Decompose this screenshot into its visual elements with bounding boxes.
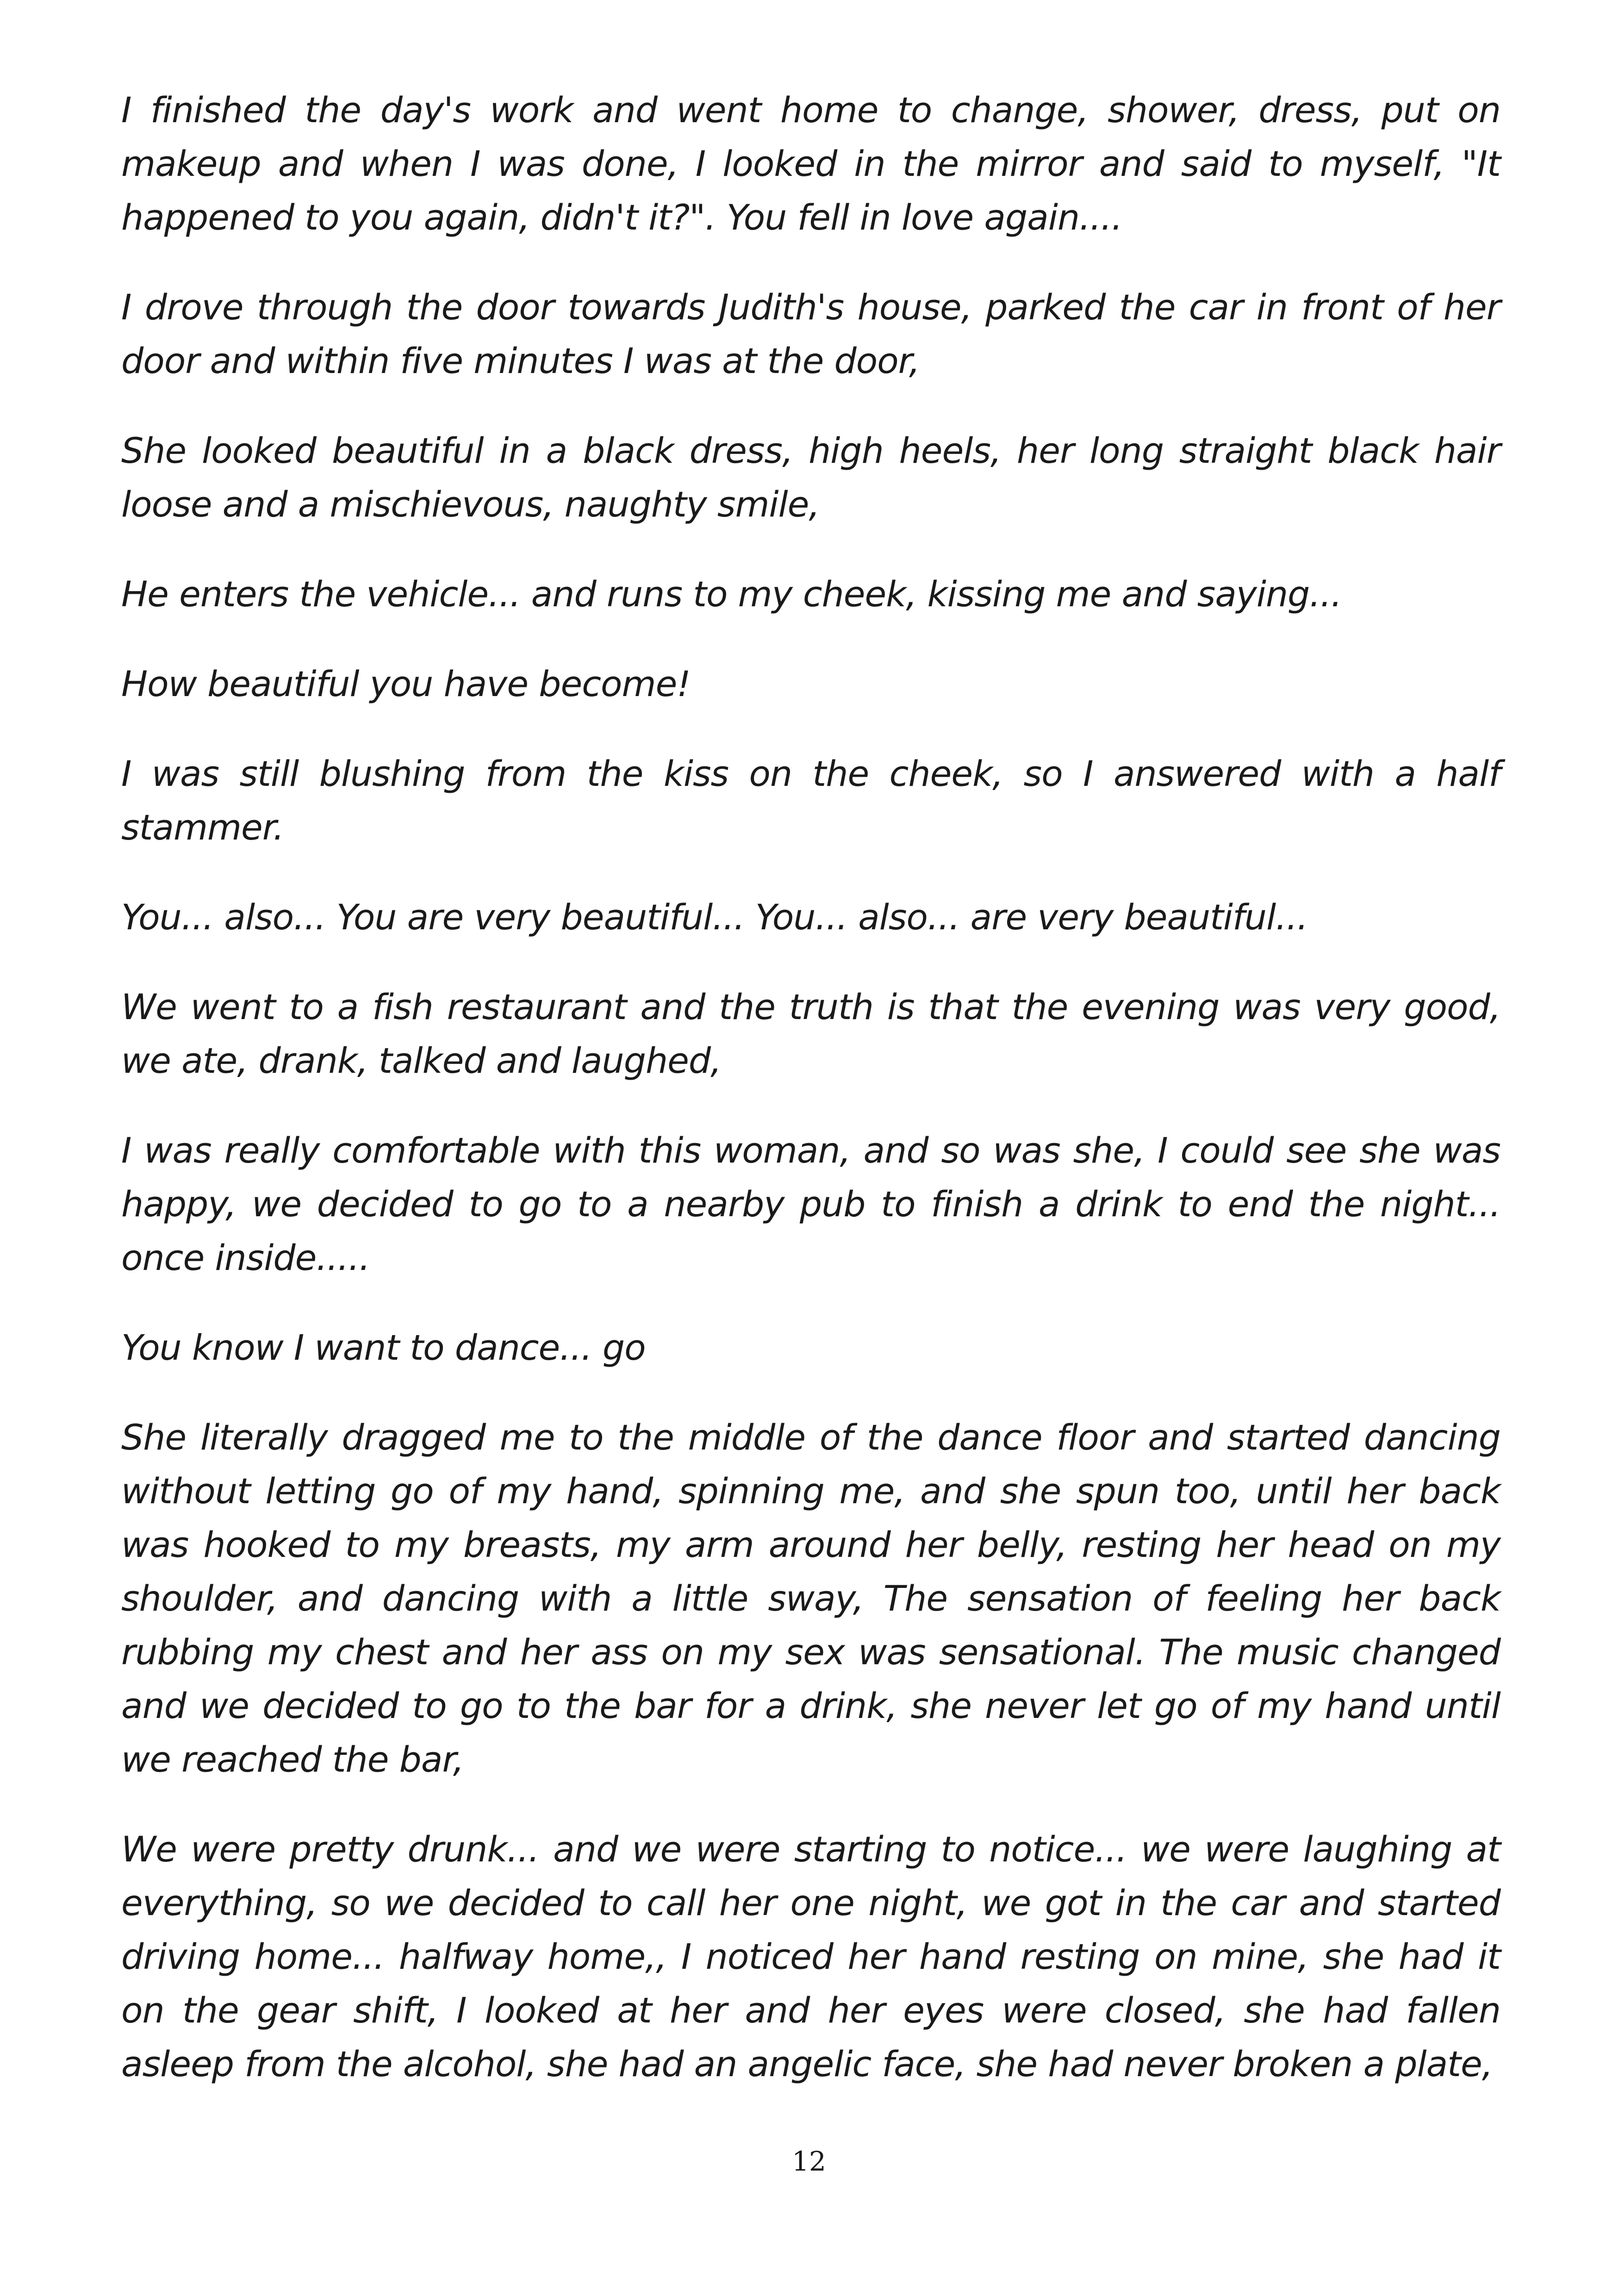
paragraph: You... also... You are very beautiful... You... also... are very beautiful... xyxy=(121,896,1308,938)
paragraph: I was still blushing from the kiss on the cheek, so I answered with a half stammer. xyxy=(121,753,1500,848)
paragraph: I drove through the door towards Judith's house, parked the car in front of her door and within five minutes I was at the door, xyxy=(121,286,1500,381)
paragraph: You know I want to dance... go xyxy=(121,1327,646,1368)
paragraph: How beautiful you have become! xyxy=(121,663,691,704)
paragraph: He enters the vehicle... and runs to my cheek, kissing me and saying... xyxy=(121,573,1342,615)
page-body xyxy=(121,83,1500,2127)
paragraph: I finished the day's work and went home to change, shower, dress, put on makeup and when I was done, I looked in the mirror and said to myself, "It happened to you again, didn't it?". You fell in love again.... xyxy=(121,89,1500,238)
paragraph: We were pretty drunk... and we were starting to notice... we were laughing at everything, so we decided to call her one night, we got in the car and started driving home... halfway home,, I noticed her hand resting on mine, she had it on the gear shift, I looked at her and her eyes were closed, she had fallen asleep from the alcohol, she had an angelic face, she had never broken a plate, xyxy=(121,1829,1500,2084)
page-number: 12 xyxy=(792,2146,826,2177)
paragraph: We went to a fish restaurant and the truth is that the evening was very good, we ate, drank, talked and laughed, xyxy=(121,986,1500,1081)
paragraph: I was really comfortable with this woman, and so was she, I could see she was happy, we decided to go to a nearby pub to finish a drink to end the night... once inside..... xyxy=(121,1130,1500,1278)
paragraph: She literally dragged me to the middle of the dance floor and started dancing without letting go of my hand, spinning me, and she spun too, until her back was hooked to my breasts, my arm around her belly, resting her head on my shoulder, and dancing with a little sway, The sensation of feeling her back rubbing my chest and her ass on my sex was sensational. The music changed and we decided to go to the bar for a drink, she never let go of my hand until we reached the bar, xyxy=(121,1417,1500,1780)
paragraph: She looked beautiful in a black dress, high heels, her long straight black hair loose and a mischievous, naughty smile, xyxy=(121,430,1500,525)
